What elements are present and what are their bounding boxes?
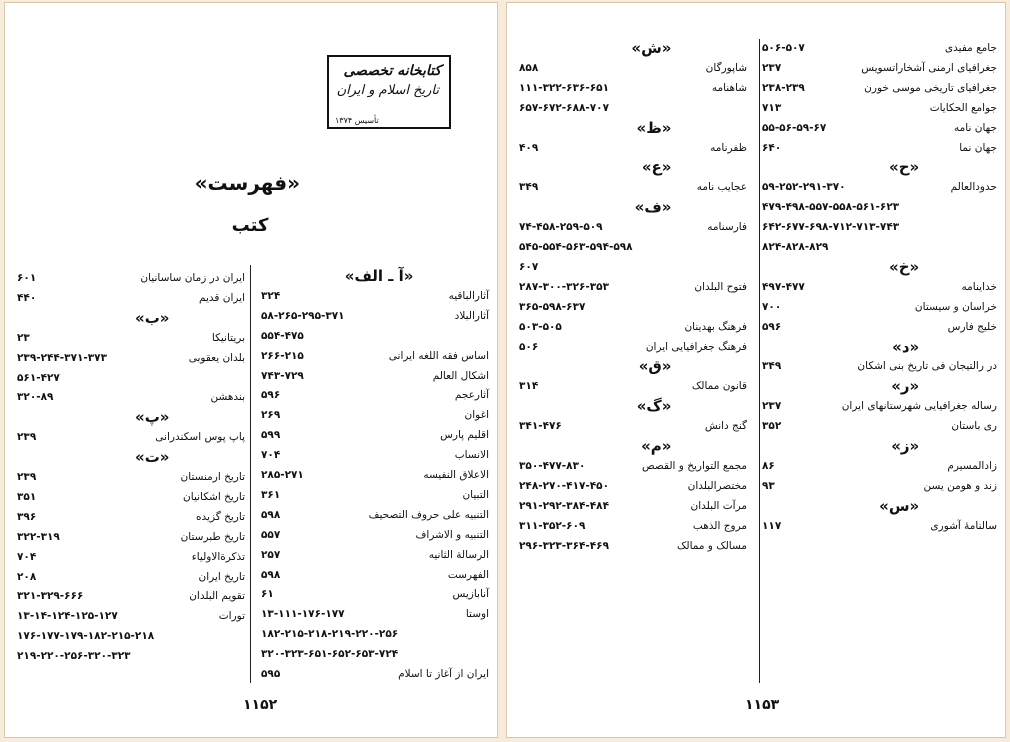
section-letter-heading: «س» (879, 496, 920, 515)
right-page (506, 2, 1006, 738)
index-entry-title: سالنامهٔ آشوری (930, 519, 997, 532)
index-entry-title: بندهشن (210, 391, 245, 404)
index-entry-pages: ۱۱۷ (762, 519, 782, 532)
index-entry-pages: ۵۵-۵۶-۵۹-۶۷ (762, 121, 827, 134)
index-entry-pages: ۵۹۹ (261, 429, 281, 442)
index-entry-pages: ۲۳۸-۲۳۹ (762, 81, 805, 94)
index-entry-pages: ۶۱ (261, 588, 274, 601)
index-entry-pages: ۳۹۶ (17, 510, 37, 523)
index-entry-title: تاریخ گزیده (196, 510, 245, 523)
index-entry-pages: ۲۸۷-۳۰۰-۳۲۶-۳۵۳ (519, 280, 609, 293)
index-entry-title: اساس فقه اللغه ایرانی (388, 349, 489, 362)
column-divider (759, 39, 760, 683)
index-entry-title: آثارالباقیه (448, 289, 489, 302)
index-entry-title: تورات (218, 610, 245, 623)
section-letter-heading: «ع» (641, 158, 672, 177)
stamp-line-1: کتابخانه تخصصی (343, 63, 441, 79)
index-entry-pages: ۵۸-۲۶۵-۲۹۵-۳۷۱ (261, 309, 345, 322)
index-entry-pages: ۲۳ (17, 331, 30, 344)
index-entry-title: مختصرالبلدان (687, 479, 747, 492)
section-letter-heading: «ب» (135, 308, 170, 327)
index-entry-pages: ۲۱۹-۲۲۰-۲۵۶-۳۲۰-۳۲۳ (17, 650, 131, 663)
index-entry-title: تذکرةالاولیاء (191, 550, 245, 563)
index-entry-title: الرسالة الثانیه (428, 548, 489, 561)
index-entry-title: جغرافیای تاریخی موسی خورن (864, 81, 997, 94)
index-entry-title: گنج دانش (704, 420, 747, 433)
index-entry-pages: ۴۰۹ (519, 141, 539, 154)
index-entry-pages: ۸۶ (762, 459, 775, 472)
section-letter-heading: «ش» (631, 39, 672, 57)
section-letter-heading: «ق» (638, 357, 672, 376)
index-entry-pages: ۲۳۹ (17, 431, 37, 444)
index-entry-title: الانساب (454, 449, 489, 462)
section-letter-heading: «پ» (135, 408, 170, 427)
index-entry-pages: ۵۹۶ (261, 389, 281, 402)
index-entry-pages: ۳۲۰-۸۹ (17, 391, 54, 404)
section-letter-heading: «ف» (634, 198, 672, 217)
index-entry-title: ایران از آغاز تا اسلام (398, 668, 489, 680)
index-entry-title: پاپ پوس اسکندرانی (155, 431, 245, 444)
index-entry-pages: ۶۰۷ (519, 260, 539, 273)
index-entry-pages: ۴۷۹-۴۹۸-۵۵۷-۵۵۸-۵۶۱-۶۲۳ (762, 201, 900, 214)
index-entry-pages: ۳۴۹ (519, 181, 539, 194)
index-entry-pages: ۳۱۴ (519, 380, 539, 393)
index-entry-pages: ۶۴۰ (762, 141, 782, 154)
index-entry-pages: ۳۵۱ (17, 490, 37, 503)
index-entry-pages: ۷۱۳ (762, 101, 782, 114)
index-entry-pages: ۲۶۹ (261, 409, 281, 422)
index-entry-pages: ۳۴۱-۴۷۶ (519, 420, 562, 433)
index-entry-pages: ۸۲۴-۸۲۸-۸۲۹ (762, 241, 829, 253)
index-entry-title: جهان نما (959, 141, 997, 154)
index-entry-title: ایران در زمان ساسانیان (140, 272, 245, 284)
index-entry-pages: ۲۳۹ (17, 471, 37, 483)
index-entry-title: فتوح البلدان (694, 280, 747, 293)
index-entry-title: مروج الذهب (692, 519, 747, 532)
index-entry-pages: ۳۲۱-۳۲۹-۶۶۶ (17, 590, 84, 603)
index-entry-pages: ۲۰۸ (17, 570, 37, 583)
index-entry-title: فرهنگ بهدینان (684, 320, 747, 333)
section-letter-heading: «گ» (636, 397, 672, 416)
index-entry-pages: ۸۵۸ (519, 61, 539, 74)
section-letter-heading: «ت» (135, 448, 170, 467)
index-entry-title: ری باستان (951, 420, 997, 433)
index-entry-pages: ۷۴۳-۷۲۹ (261, 369, 304, 382)
section-letter-heading: «م» (641, 437, 672, 455)
index-entry-title: خراسان و سیستان (914, 300, 997, 313)
index-entry-pages: ۳۵۲ (762, 420, 782, 433)
index-entry-pages: ۵۹۸ (261, 508, 281, 521)
index-entry-pages: ۳۲۲-۳۱۹ (17, 530, 60, 543)
index-entry-pages: ۵۰۳-۵۰۵ (519, 320, 562, 333)
index-entry-title: عجایب نامه (696, 181, 747, 194)
left-page (4, 2, 498, 738)
index-entry-pages: ۳۴۹ (762, 360, 782, 373)
index-entry-title: بلدان یعقوبی (188, 351, 245, 364)
index-entry-pages: ۷۰۴ (261, 449, 281, 462)
index-entry-pages: ۵۹-۲۵۲-۲۹۱-۳۷۰ (762, 181, 846, 194)
index-entry-pages: ۲۳۹-۲۴۴-۳۷۱-۳۷۳ (17, 351, 107, 364)
index-entry-pages: ۳۱۱-۳۵۲-۶۰۹ (519, 519, 586, 532)
index-entry-title: خلیج فارس (947, 320, 997, 333)
index-entry-pages: ۱۳-۱۴-۱۲۴-۱۲۵-۱۲۷ (17, 610, 118, 623)
index-entry-pages: ۵۶۱-۴۲۷ (17, 371, 60, 384)
index-entry-title: جغرافیای ارمنی آشخاراتسویس (861, 61, 997, 74)
index-entry-title: شاپورگان (705, 61, 747, 74)
index-entry-title: شاهنامه (711, 81, 747, 94)
section-letter-heading: «ظ» (636, 118, 672, 137)
index-entry-pages: ۵۰۶-۵۰۷ (762, 42, 805, 54)
index-entry-pages: ۵۹۸ (261, 568, 281, 581)
index-entry-pages: ۳۲۰-۳۲۳-۶۵۱-۶۵۲-۶۵۳-۷۲۴ (261, 648, 399, 661)
index-entry-title: جوامع الحکایات (929, 101, 997, 114)
index-entry-title: خداینامه (961, 280, 997, 293)
index-entry-pages: ۵۵۷ (261, 528, 281, 541)
index-entry-title: آثارعجم (454, 389, 489, 402)
index-title: «فهرست» (194, 171, 300, 195)
index-entry-title: زند و هومن یسن (923, 479, 997, 492)
index-entry-pages: ۵۹۶ (762, 320, 782, 333)
page-number: ۱۱۵۳ (745, 697, 780, 713)
index-entry-title: جامع مفیدی (944, 42, 997, 54)
index-entry-pages: ۹۳ (762, 479, 775, 492)
index-entry-title: فرهنگ جغرافیایی ایران (645, 340, 747, 353)
index-entry-pages: ۶۴۲-۶۷۷-۶۹۸-۷۱۲-۷۱۳-۷۴۳ (762, 221, 900, 234)
index-entry-pages: ۲۹۱-۲۹۲-۳۸۴-۴۸۴ (519, 499, 609, 512)
index-entry-pages: ۶۵۷-۶۷۲-۶۸۸-۷۰۷ (519, 101, 609, 114)
index-entry-pages: ۵۵۴-۴۷۵ (261, 329, 304, 342)
index-entry-title: تاریخ ارمنستان (180, 471, 245, 483)
index-entry-title: اشکال العالم (432, 369, 489, 382)
library-stamp (327, 55, 451, 129)
index-entry-title: التبیان (462, 488, 489, 501)
index-subtitle: کتب (231, 215, 269, 236)
index-entry-title: التنبیه و الاشراف (415, 528, 489, 541)
index-entry-title: التنبیه علی حروف التصحیف (368, 508, 489, 521)
index-entry-pages: ۴۹۷-۴۷۷ (762, 280, 805, 293)
index-entry-title: تاریخ طبرستان (180, 530, 245, 543)
index-entry-title: ایران قدیم (198, 291, 245, 304)
stamp-year: تأسیس ۱۳۷۴ (335, 116, 379, 125)
index-entry-pages: ۱۸۲-۲۱۵-۲۱۸-۲۱۹-۲۲۰-۲۵۶ (261, 628, 399, 641)
index-entry-title: آثارالبلاد (454, 309, 489, 322)
section-letter-heading: «آ ـ الف» (344, 267, 414, 285)
index-entry-title: در رالتیجان فی تاریخ بنی اشکان (857, 360, 997, 373)
index-entry-title: فارسنامه (707, 221, 747, 234)
index-entry-pages: ۶۰۱ (17, 272, 37, 284)
index-entry-pages: ۱۳-۱۱۱-۱۷۶-۱۷۷ (261, 608, 345, 621)
index-entry-pages: ۱۱۱-۳۲۲-۶۳۶-۶۵۱ (519, 81, 609, 94)
column-divider (250, 265, 251, 683)
index-entry-pages: ۷۰۰ (762, 300, 782, 313)
index-entry-pages: ۲۹۶-۳۲۳-۳۶۴-۴۶۹ (519, 539, 609, 552)
index-entry-title: مجمع التواریخ و القصص (642, 459, 747, 472)
section-letter-heading: «ح» (889, 158, 920, 177)
index-entry-title: الفهرست (447, 568, 489, 581)
index-entry-pages: ۳۲۴ (261, 289, 281, 302)
index-entry-title: آنابازیس (452, 588, 489, 601)
index-entry-pages: ۷۰۴ (17, 550, 37, 563)
index-entry-pages: ۲۸۵-۲۷۱ (261, 469, 304, 481)
index-entry-title: قانون ممالک (691, 380, 747, 393)
index-entry-title: تاریخ ایران (198, 570, 245, 583)
index-entry-pages: ۲۳۷ (762, 61, 782, 74)
index-entry-pages: ۲۴۸-۲۷۰-۴۱۷-۴۵۰ (519, 479, 609, 492)
index-entry-pages: ۵۹۵ (261, 668, 281, 680)
index-entry-pages: ۷۴-۴۵۸-۲۵۹-۵۰۹ (519, 221, 603, 234)
index-entry-title: مسالک و ممالک (676, 539, 747, 552)
index-entry-title: اقلیم پارس (440, 429, 489, 442)
index-entry-title: حدودالعالم (950, 181, 997, 194)
index-entry-title: جهان نامه (954, 121, 997, 134)
index-entry-title: بریتانیکا (211, 331, 245, 344)
index-entry-pages: ۱۷۶-۱۷۷-۱۷۹-۱۸۲-۲۱۵-۲۱۸ (17, 630, 155, 643)
index-entry-pages: ۳۵۰-۴۷۷-۸۳۰ (519, 459, 586, 472)
index-entry-title: الاعلاق النفیسه (423, 469, 489, 481)
index-entry-title: زادالمسیرم (947, 459, 997, 472)
section-letter-heading: «د» (892, 337, 920, 356)
index-entry-title: اغوان (464, 409, 489, 422)
index-entry-pages: ۳۶۵-۵۹۸-۶۳۷ (519, 300, 586, 313)
section-letter-heading: «خ» (889, 257, 920, 276)
index-entry-pages: ۲۳۷ (762, 400, 782, 413)
index-entry-pages: ۳۶۱ (261, 488, 281, 501)
stamp-line-2: تاریخ اسلام و ایران (336, 83, 439, 98)
index-entry-pages: ۲۶۶-۲۱۵ (261, 349, 304, 362)
index-entry-pages: ۲۵۷ (261, 548, 281, 561)
index-entry-pages: ۵۰۶ (519, 340, 539, 353)
index-entry-title: تقویم البلدان (189, 590, 245, 603)
index-entry-pages: ۴۴۰ (17, 291, 37, 304)
section-letter-heading: «ر» (891, 377, 920, 396)
index-entry-title: ظفرنامه (710, 141, 747, 154)
section-letter-heading: «ز» (891, 437, 920, 455)
index-entry-title: مرآت البلدان (690, 499, 747, 512)
index-entry-title: اوستا (465, 608, 489, 621)
index-entry-pages: ۵۴۵-۵۵۴-۵۶۳-۵۹۴-۵۹۸ (519, 241, 633, 253)
page-number: ۱۱۵۲ (243, 697, 278, 713)
index-entry-title: رساله جغرافیایی شهرستانهای ایران (841, 400, 997, 413)
index-entry-title: تاریخ اشکانیان (183, 490, 245, 503)
